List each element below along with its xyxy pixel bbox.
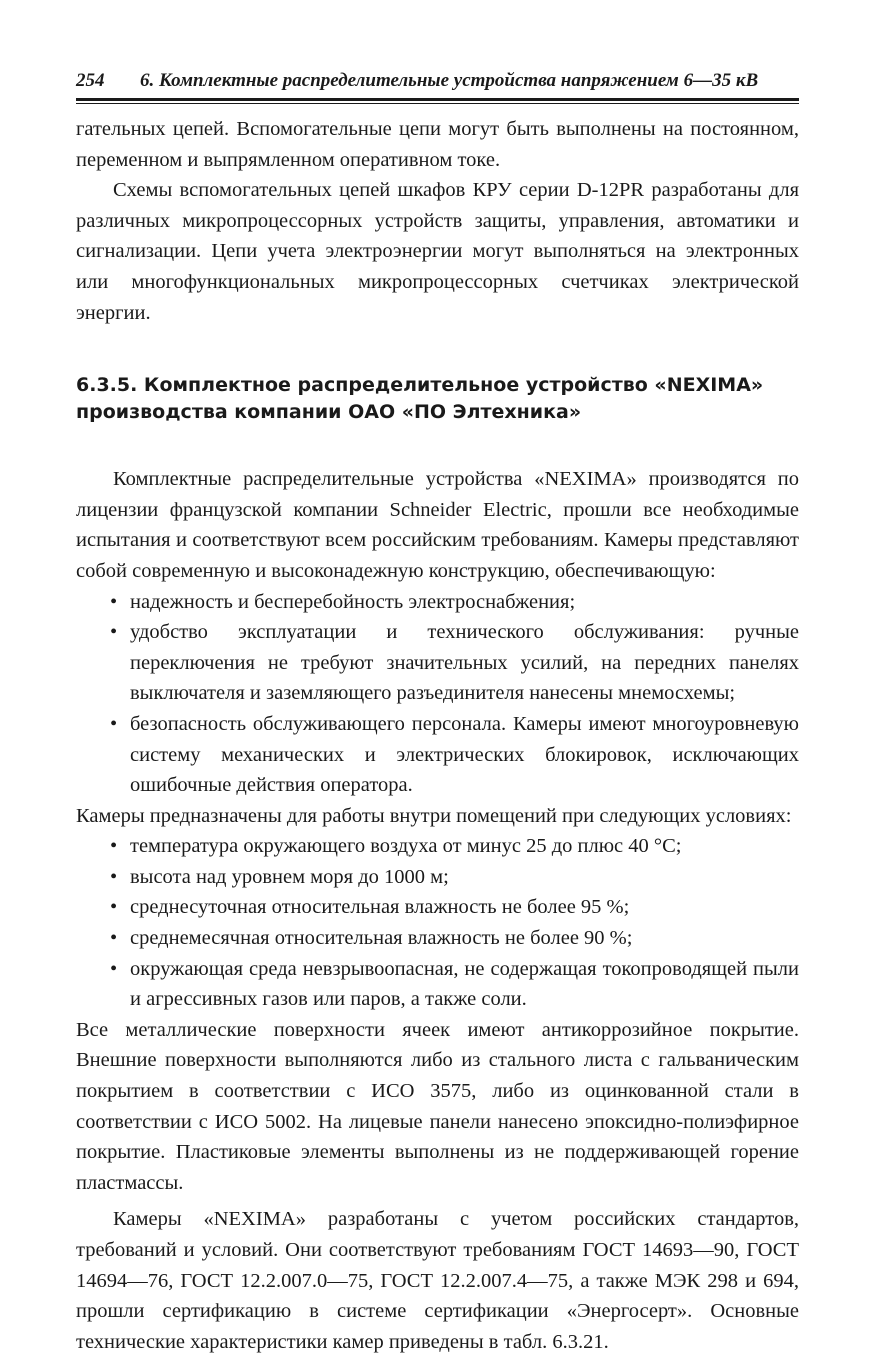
page-number: 254: [76, 70, 105, 91]
paragraph-surfaces: Все металлические поверхности ячеек имеют антикоррозийное покрытие. Внешние поверхности выполняются либо из стального листа с гальваническим покрытием в соответствии с ИСО 3575, либо из оцинкованной стали в соответствии с ИСО 5002. На лицевые панели нанесено эпоксидно-полиэфирное покрытие. Пластиковые элементы выполнены из не поддерживающей горение пластмассы.: [76, 1018, 799, 1194]
header-rule-thick: [76, 98, 799, 101]
list-item-text: удобство эксплуатации и технического обслуживания: ручные переключения не требуют значительных усилий, на передних панелях выключателя и заземляющего разъединителя нанесены мнемосхемы;: [130, 621, 799, 705]
list-item-text: окружающая среда невзрывоопасная, не содержащая токопроводящей пыли и агрессивных газов или паров, а также соли.: [130, 957, 799, 1011]
running-title: 6. Комплектные распределительные устройства напряжением 6—35 кВ: [140, 70, 759, 91]
section-heading-line-2: производства компании ОАО «ПО Элтехника»: [76, 401, 582, 424]
bullet-icon: •: [110, 957, 118, 980]
list-item: [76, 587, 799, 618]
bullet-icon: •: [110, 712, 118, 735]
conditions-list: [76, 831, 799, 1015]
list-item: [76, 923, 799, 954]
list-item: [76, 617, 799, 709]
list-item: [76, 954, 799, 1015]
section-heading: [76, 372, 799, 426]
header-rule-thin: [76, 103, 799, 104]
running-header: [76, 70, 799, 96]
list-item-text: высота над уровнем моря до 1000 м;: [130, 865, 449, 888]
feature-list: [76, 587, 799, 801]
list-item-text: температура окружающего воздуха от минус 25 до плюс 40 °С;: [130, 835, 682, 858]
list-item: [76, 831, 799, 862]
paragraph-conditions-intro: Камеры предназначены для работы внутри помещений при следующих условиях:: [76, 804, 792, 827]
list-item: [76, 862, 799, 893]
section-heading-line-1: 6.3.5. Комплектное распределительное устройство «NEXIMA»: [76, 374, 764, 397]
list-item: [76, 892, 799, 923]
book-page: [76, 70, 799, 1357]
paragraph-standards: Камеры «NEXIMA» разработаны с учетом российских стандартов, требований и условий. Они соответствуют требованиям ГОСТ 14693—90, ГОСТ 14694—76, ГОСТ 12.2.007.0—75, ГОСТ 12.2.007.4—75, а также МЭК 298 и 694, прошли сертификацию в системе сертификации «Энергосерт». Основные технические характеристики камер приведены в табл. 6.3.21.: [76, 1208, 799, 1353]
paragraph-continuation: гательных цепей. Вспомогательные цепи могут быть выполнены на постоянном, переменном и выпрямленном оперативном токе.: [76, 118, 799, 171]
paragraph-intro: Комплектные распределительные устройства «NEXIMA» производятся по лицензии французской компании Schneider Electric, прошли все необходимые испытания и соответствуют всем российским требованиям. Камеры представляют собой современную и высоконадежную конструкцию, обеспечивающую:: [76, 468, 799, 582]
paragraph-aux-circuits: Схемы вспомогательных цепей шкафов КРУ серии D-12PR разработаны для различных микропроцессорных устройств защиты, управления, автоматики и сигнализации. Цепи учета электроэнергии могут выполняться на электронных или многофункциональных микропроцессорных счетчиках электрической энергии.: [76, 179, 799, 324]
list-item-text: среднесуточная относительная влажность не более 95 %;: [130, 896, 630, 919]
bullet-icon: •: [110, 896, 118, 919]
bullet-icon: •: [110, 835, 118, 858]
list-item: [76, 709, 799, 801]
list-item-text: среднемесячная относительная влажность не более 90 %;: [130, 927, 633, 950]
bullet-icon: •: [110, 865, 118, 888]
list-item-text: безопасность обслуживающего персонала. Камеры имеют многоуровневую систему механических и электрических блокировок, исключающих ошибочные действия оператора.: [130, 712, 799, 797]
list-item-text: надежность и бесперебойность электроснабжения;: [130, 590, 576, 613]
bullet-icon: •: [110, 927, 118, 950]
bullet-icon: •: [110, 621, 118, 644]
bullet-icon: •: [110, 590, 118, 613]
